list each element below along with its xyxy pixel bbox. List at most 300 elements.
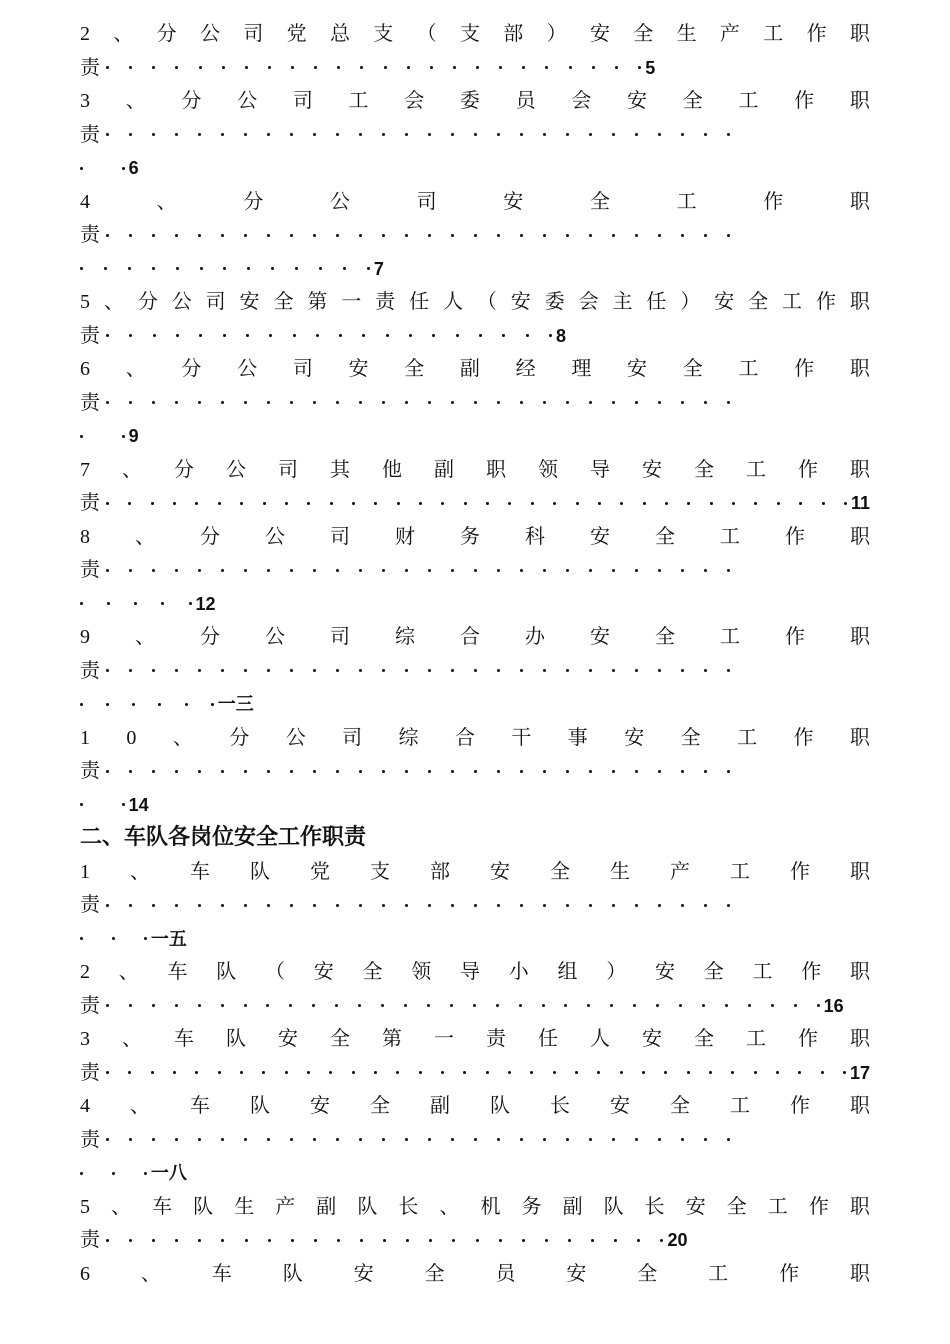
- leader-dot: [771, 1004, 774, 1007]
- leader-dot: [290, 234, 293, 237]
- leader-dot: [637, 1239, 640, 1242]
- leader-dot: [106, 1239, 109, 1242]
- leader-dot: [152, 669, 155, 672]
- leader-dot: [107, 602, 110, 605]
- leader-dot: [129, 1239, 132, 1242]
- leader-dot: [152, 133, 155, 136]
- leader-dot: [290, 669, 293, 672]
- leader-dot: [382, 770, 385, 773]
- leader-dot: [359, 234, 362, 237]
- leader-dot: [218, 502, 221, 505]
- leader-dot: [222, 66, 225, 69]
- leader-dot: [553, 1071, 556, 1074]
- leader-dot: [383, 1239, 386, 1242]
- leader-dot: [106, 502, 109, 505]
- toc-entry-leader: [80, 989, 870, 1023]
- leader-dot: [405, 1138, 408, 1141]
- leader-dot: [658, 133, 661, 136]
- toc-entry-page: 5: [645, 57, 656, 78]
- leader-dot: [330, 502, 333, 505]
- leader-dots: [106, 904, 730, 907]
- leader-dot: [419, 502, 422, 505]
- leader-dot: [374, 502, 377, 505]
- leader-dot: [189, 602, 192, 605]
- leader-dot: [499, 66, 502, 69]
- toc-entry-leader-cont: [80, 687, 870, 721]
- leader-dot: [151, 502, 154, 505]
- leader-dot: [198, 1138, 201, 1141]
- leader-dot: [244, 401, 247, 404]
- leader-dot: [656, 1004, 659, 1007]
- leader-dot: [80, 1172, 83, 1175]
- leader-dot: [106, 569, 109, 572]
- leader-dot: [152, 267, 155, 270]
- leader-dot: [754, 1071, 757, 1074]
- leader-dot: [359, 669, 362, 672]
- leader-dot: [598, 502, 601, 505]
- leader-dot: [80, 267, 83, 270]
- toc-entry-leader: [80, 118, 870, 152]
- leader-dot: [633, 1004, 636, 1007]
- leader-dot: [221, 669, 224, 672]
- leader-dot: [727, 234, 730, 237]
- leader-dot: [129, 1004, 132, 1007]
- leader-dot: [612, 770, 615, 773]
- leader-dot: [122, 803, 125, 806]
- toc-entry-page: 14: [128, 794, 149, 815]
- leader-dot: [451, 133, 454, 136]
- toc-entry-leader: [80, 1123, 870, 1157]
- leader-dot: [843, 1071, 846, 1074]
- toc-entry-wrap-char: 责: [80, 559, 100, 581]
- leader-dot: [727, 904, 730, 907]
- toc-entry-title: 4 、 分 公 司 安 全 工 作 职: [80, 190, 870, 213]
- toc-entry-leader-cont: [80, 587, 870, 621]
- leader-dot: [727, 401, 730, 404]
- leader-dot: [612, 133, 615, 136]
- leader-dots: [106, 1004, 820, 1007]
- leader-dot: [486, 502, 489, 505]
- leader-dot: [754, 502, 757, 505]
- leader-dot: [151, 1071, 154, 1074]
- leader-dot: [520, 133, 523, 136]
- leader-dot: [128, 502, 131, 505]
- leader-dot: [152, 401, 155, 404]
- leader-dot: [106, 401, 109, 404]
- leader-dot: [382, 234, 385, 237]
- leader-dot: [285, 1071, 288, 1074]
- leader-dot: [134, 602, 137, 605]
- leader-dot: [553, 502, 556, 505]
- leader-dot: [407, 66, 410, 69]
- leader-dot: [575, 1071, 578, 1074]
- leader-dot: [474, 133, 477, 136]
- leader-dot: [406, 1239, 409, 1242]
- leader-dot: [451, 770, 454, 773]
- leader-dot: [106, 703, 109, 706]
- leader-dots: [106, 770, 730, 773]
- toc-entry-title: 3 、 车 队 安 全 第 一 责 任 人 安 全 工 作 职: [80, 1028, 870, 1050]
- leader-dot: [295, 267, 298, 270]
- toc-entry-wrap-char: 责: [80, 1128, 100, 1151]
- toc-entry-wrap-char: 责: [80, 123, 100, 146]
- leader-dot: [474, 569, 477, 572]
- leader-dot: [293, 334, 296, 337]
- leader-dot: [709, 1071, 712, 1074]
- leader-dot: [635, 904, 638, 907]
- leader-dot: [497, 401, 500, 404]
- leader-dot: [106, 133, 109, 136]
- leader-dot: [643, 502, 646, 505]
- leader-dot: [522, 1239, 525, 1242]
- leader-dot: [245, 1239, 248, 1242]
- leader-dot: [221, 904, 224, 907]
- toc-entry-wrap-char: 责: [80, 659, 100, 682]
- leader-dot: [290, 569, 293, 572]
- toc-entry-wrap-char: 责: [80, 994, 100, 1017]
- leader-dot: [267, 234, 270, 237]
- leader-dot: [704, 401, 707, 404]
- leader-dot: [658, 669, 661, 672]
- leader-dot: [152, 1239, 155, 1242]
- leader-dot: [152, 66, 155, 69]
- toc-entry-wrap-char: 责: [80, 492, 100, 514]
- leader-dot: [80, 803, 83, 806]
- leader-dot: [106, 334, 109, 337]
- toc-entry-page: 16: [823, 995, 844, 1016]
- section-heading: [80, 821, 870, 855]
- leader-dot: [185, 703, 188, 706]
- leader-dot: [497, 569, 500, 572]
- leader-dot: [313, 904, 316, 907]
- leader-dot: [451, 669, 454, 672]
- leader-dot: [144, 937, 147, 940]
- leader-dot: [152, 904, 155, 907]
- leader-dot: [221, 1138, 224, 1141]
- leader-dot: [80, 602, 83, 605]
- leader-dot: [267, 770, 270, 773]
- leader-dot: [428, 133, 431, 136]
- leader-dot: [199, 334, 202, 337]
- leader-dot: [198, 569, 201, 572]
- leader-dot: [592, 66, 595, 69]
- leader-dot: [313, 133, 316, 136]
- leader-dots: [106, 1239, 664, 1242]
- toc-entry-title: 3 、 分 公 司 工 会 委 员 会 安 全 工 作 职: [80, 90, 870, 112]
- leader-dots: [106, 1071, 846, 1074]
- leader-dot: [244, 569, 247, 572]
- leader-dot: [794, 1004, 797, 1007]
- leader-dot: [382, 569, 385, 572]
- leader-dot: [543, 401, 546, 404]
- leader-dot: [681, 234, 684, 237]
- leader-dots: [106, 502, 847, 505]
- leader-dot: [727, 1138, 730, 1141]
- leader-dot: [336, 1138, 339, 1141]
- leader-dot: [152, 1138, 155, 1141]
- leader-dot: [451, 569, 454, 572]
- leader-dot: [313, 770, 316, 773]
- leader-dot: [545, 66, 548, 69]
- leader-dot: [152, 770, 155, 773]
- leader-dot: [240, 502, 243, 505]
- leader-dot: [144, 1172, 147, 1175]
- leader-dot: [531, 502, 534, 505]
- leader-dot: [199, 66, 202, 69]
- leader-dot: [263, 502, 266, 505]
- leader-dot: [681, 569, 684, 572]
- leader-dots: [80, 1172, 147, 1175]
- leader-dot: [358, 1004, 361, 1007]
- leader-dot: [474, 904, 477, 907]
- leader-dot: [158, 703, 161, 706]
- leader-dots: [80, 602, 192, 605]
- leader-dots: [106, 234, 730, 237]
- toc-entry-leader-cont: [80, 1156, 870, 1190]
- leader-dot: [497, 904, 500, 907]
- leader-dot: [520, 234, 523, 237]
- leader-dot: [404, 1004, 407, 1007]
- leader-dots: [106, 1138, 730, 1141]
- leader-dot: [704, 133, 707, 136]
- leader-dot: [152, 569, 155, 572]
- leader-dot: [337, 1239, 340, 1242]
- toc-entry-leader-cont: [80, 419, 870, 453]
- leader-dot: [129, 1138, 132, 1141]
- leader-dot: [374, 1071, 377, 1074]
- leader-dot: [748, 1004, 751, 1007]
- leader-dot: [221, 133, 224, 136]
- leader-dot: [614, 1239, 617, 1242]
- leader-dots: [106, 133, 730, 136]
- leader-dot: [731, 1071, 734, 1074]
- leader-dot: [221, 1239, 224, 1242]
- leader-dot: [474, 234, 477, 237]
- leader-dot: [382, 669, 385, 672]
- leader-dot: [727, 133, 730, 136]
- leader-dot: [543, 133, 546, 136]
- leader-dot: [452, 1239, 455, 1242]
- leader-dot: [658, 770, 661, 773]
- leader-dot: [359, 133, 362, 136]
- leader-dot: [247, 267, 250, 270]
- leader-dot: [704, 234, 707, 237]
- leader-dot: [314, 66, 317, 69]
- leader-dot: [313, 569, 316, 572]
- leader-dot: [176, 267, 179, 270]
- toc-entry-leader: [80, 1223, 870, 1257]
- leader-dot: [612, 401, 615, 404]
- leader-dot: [702, 1004, 705, 1007]
- leader-dot: [441, 502, 444, 505]
- leader-dot: [382, 401, 385, 404]
- leader-dot: [173, 1071, 176, 1074]
- leader-dot: [520, 904, 523, 907]
- leader-dot: [405, 401, 408, 404]
- leader-dot: [106, 66, 109, 69]
- leader-dot: [112, 1172, 115, 1175]
- leader-dot: [267, 669, 270, 672]
- leader-dot: [576, 502, 579, 505]
- leader-dot: [569, 66, 572, 69]
- leader-dot: [360, 66, 363, 69]
- leader-dots: [80, 803, 125, 806]
- leader-dot: [519, 1004, 522, 1007]
- leader-dot: [530, 1071, 533, 1074]
- toc-entry-page: 6: [128, 158, 139, 178]
- leader-dot: [597, 1071, 600, 1074]
- toc-entry-title: 1 0 、 分 公 司 综 合 干 事 安 全 工 作 职: [80, 726, 870, 749]
- leader-dot: [543, 569, 546, 572]
- leader-dot: [587, 1004, 590, 1007]
- leader-dot: [405, 234, 408, 237]
- toc-entry-wrap-char: 责: [80, 894, 100, 916]
- leader-dot: [710, 502, 713, 505]
- leader-dot: [290, 904, 293, 907]
- leader-dot: [589, 770, 592, 773]
- leader-dot: [428, 904, 431, 907]
- leader-dot: [405, 770, 408, 773]
- leader-dot: [474, 669, 477, 672]
- leader-dot: [589, 1138, 592, 1141]
- leader-dots: [106, 401, 730, 404]
- leader-dot: [473, 1004, 476, 1007]
- leader-dot: [381, 1004, 384, 1007]
- leader-dot: [335, 1004, 338, 1007]
- toc-entry-page: 9: [128, 426, 139, 446]
- leader-dot: [658, 401, 661, 404]
- leader-dot: [589, 569, 592, 572]
- leader-dot: [129, 770, 132, 773]
- leader-dot: [244, 1004, 247, 1007]
- leader-dot: [658, 569, 661, 572]
- leader-dot: [106, 1071, 109, 1074]
- toc-entry-title: 9 、 分 公 司 综 合 办 安 全 工 作 职: [80, 626, 870, 648]
- leader-dot: [520, 669, 523, 672]
- toc-entry-wrap-char: 责: [80, 324, 100, 347]
- leader-dot: [591, 1239, 594, 1242]
- leader-dot: [267, 904, 270, 907]
- leader-dot: [244, 770, 247, 773]
- leader-dot: [173, 502, 176, 505]
- leader-dot: [106, 234, 109, 237]
- leader-dot: [262, 1071, 265, 1074]
- leader-dot: [246, 334, 249, 337]
- leader-dot: [221, 569, 224, 572]
- leader-dot: [397, 502, 400, 505]
- leader-dot: [80, 435, 83, 438]
- leader-dot: [635, 133, 638, 136]
- leader-dot: [486, 1071, 489, 1074]
- leader-dot: [405, 569, 408, 572]
- toc-entry-wrap-char: 责: [80, 1229, 100, 1251]
- leader-dot: [658, 234, 661, 237]
- leader-dot: [175, 133, 178, 136]
- toc-entry-leader: [80, 754, 870, 788]
- leader-dots: [80, 937, 147, 940]
- leader-dot: [129, 66, 132, 69]
- leader-dot: [80, 937, 83, 940]
- toc-entry-wrap-char: 责: [80, 56, 100, 79]
- leader-dot: [367, 267, 370, 270]
- toc-entry-leader: [80, 218, 870, 252]
- leader-dot: [615, 66, 618, 69]
- toc-entry-page: 一五: [150, 928, 187, 949]
- leader-dot: [396, 1071, 399, 1074]
- section-heading-text: 二、车队各岗位安全工作职责: [80, 825, 367, 850]
- leader-dot: [198, 669, 201, 672]
- leader-dot: [359, 401, 362, 404]
- leader-dot: [660, 1239, 663, 1242]
- leader-dot: [566, 133, 569, 136]
- toc-entry-leader-cont: [80, 788, 870, 822]
- leader-dot: [497, 1138, 500, 1141]
- leader-dot: [522, 66, 525, 69]
- leader-dot: [543, 669, 546, 672]
- leader-dot: [520, 770, 523, 773]
- leader-dot: [642, 1071, 645, 1074]
- leader-dot: [474, 1138, 477, 1141]
- leader-dot: [520, 401, 523, 404]
- leader-dot: [497, 234, 500, 237]
- toc-entry-leader-cont: [80, 252, 870, 286]
- leader-dot: [359, 569, 362, 572]
- leader-dot: [429, 1239, 432, 1242]
- leader-dot: [681, 1138, 684, 1141]
- leader-dot: [106, 770, 109, 773]
- leader-dot: [211, 703, 214, 706]
- toc-entry-title: 4 、 车 队 安 全 副 队 长 安 全 工 作 职: [80, 1095, 870, 1117]
- leader-dot: [704, 904, 707, 907]
- leader-dot: [80, 167, 83, 170]
- leader-dot: [360, 1239, 363, 1242]
- leader-dot: [665, 502, 668, 505]
- leader-dot: [428, 669, 431, 672]
- leader-dot: [198, 133, 201, 136]
- toc-entry-title: 6 、 车 队 安 全 员 安 全 工 作 职: [80, 1262, 870, 1285]
- leader-dot: [732, 502, 735, 505]
- leader-dot: [844, 502, 847, 505]
- leader-dot: [620, 1071, 623, 1074]
- leader-dot: [799, 502, 802, 505]
- leader-dot: [122, 167, 125, 170]
- leader-dot: [313, 669, 316, 672]
- leader-dot: [499, 1239, 502, 1242]
- leader-dot: [687, 502, 690, 505]
- leader-dot: [687, 1071, 690, 1074]
- toc-entry-page: 17: [849, 1062, 870, 1083]
- leader-dot: [175, 66, 178, 69]
- leader-dot: [316, 334, 319, 337]
- leader-dot: [386, 334, 389, 337]
- leader-dots: [106, 669, 730, 672]
- leader-dot: [612, 904, 615, 907]
- leader-dot: [474, 401, 477, 404]
- leader-dot: [451, 401, 454, 404]
- leader-dot: [106, 1138, 109, 1141]
- leader-dot: [244, 234, 247, 237]
- leader-dot: [427, 1004, 430, 1007]
- leader-dot: [290, 1138, 293, 1141]
- leader-dot: [329, 1071, 332, 1074]
- leader-dot: [339, 334, 342, 337]
- toc-entry-leader: [80, 486, 870, 520]
- leader-dot: [161, 602, 164, 605]
- leader-dot: [520, 569, 523, 572]
- leader-dot: [198, 1239, 201, 1242]
- toc-entry-page: 一八: [150, 1163, 187, 1183]
- leader-dot: [428, 569, 431, 572]
